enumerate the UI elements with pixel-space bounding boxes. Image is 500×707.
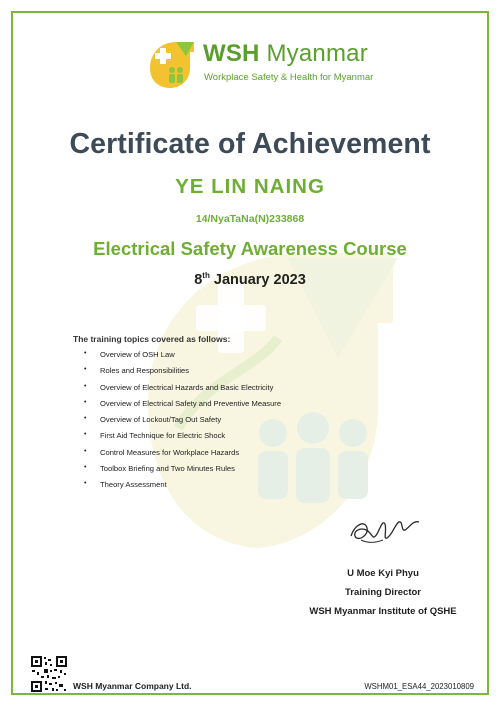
topics-heading: The training topics covered as follows:	[73, 334, 231, 344]
list-item: • Control Measures for Workplace Hazards	[84, 447, 240, 457]
signatory-name: U Moe Kyi Phyu	[347, 568, 419, 579]
certificate-title: Certificate of Achievement	[69, 128, 431, 160]
signatory-title: Training Director	[344, 587, 421, 598]
topics-list	[84, 350, 281, 497]
completion-date: 8th January 2023	[194, 271, 306, 288]
course-name: Electrical Safety Awareness Course	[93, 238, 407, 259]
list-item: • Toolbox Briefing and Two Minutes Rules	[84, 464, 235, 474]
list-item: • Roles and Responsibilities	[84, 366, 190, 376]
list-item: • Theory Assessment	[84, 480, 167, 490]
signatory-organization: WSH Myanmar Institute of QSHE	[309, 606, 457, 617]
brand-tagline: Workplace Safety & Health for Myanmar	[204, 72, 374, 83]
recipient-name: YE LIN NAING	[175, 175, 325, 198]
helmet-cross-icon	[146, 38, 198, 90]
brand-name: WSH Myanmar	[203, 40, 368, 67]
wsh-logo	[146, 38, 386, 94]
qr-code-icon	[30, 655, 68, 693]
handwritten-signature	[343, 510, 433, 550]
certificate-code: WSHM01_ESA44_2023010809	[364, 682, 474, 691]
list-item: • Overview of Electrical Safety and Preventive Measure	[84, 398, 282, 408]
list-item: • First Aid Technique for Electric Shock	[84, 431, 226, 441]
certificate-frame	[11, 11, 489, 695]
list-item: • Overview of OSH Law	[84, 350, 175, 359]
company-name: WSH Myanmar Company Ltd.	[73, 681, 192, 691]
list-item: • Overview of Lockout/Tag Out Safety	[84, 415, 222, 425]
list-item: • Overview of Electrical Hazards and Basic Electricity	[84, 382, 274, 392]
registration-number: 14/NyaTaNa(N)233868	[195, 213, 305, 225]
